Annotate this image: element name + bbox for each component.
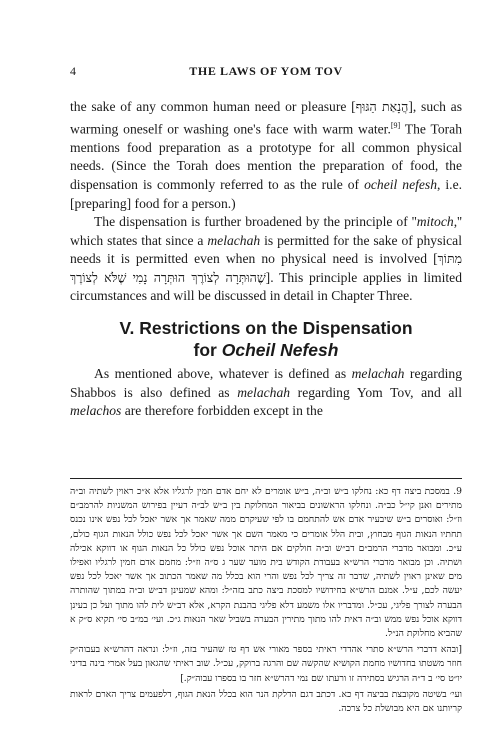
running-title: THE LAWS OF YOM TOV bbox=[189, 64, 343, 78]
running-head bbox=[70, 64, 462, 82]
italic-term: mitoch bbox=[416, 214, 454, 230]
italic-term: melachah bbox=[237, 384, 291, 400]
page-number: 4 bbox=[70, 64, 76, 78]
section-heading-line-1: V. Restrictions on the Dispensation bbox=[119, 318, 413, 339]
paragraph-text: regarding Yom Tov, and all bbox=[290, 384, 462, 400]
italic-term: melachah bbox=[351, 366, 405, 382]
footnotes bbox=[70, 485, 462, 716]
section-heading-line-2 bbox=[70, 339, 462, 361]
paragraph-text: The Torah mentions food preparation as a prototype for all common physical needs. (Since the Torah does mention the preparation of food, the dispensation is commonly referred to as the rule of bbox=[70, 121, 462, 192]
section-heading bbox=[70, 317, 462, 361]
main-text bbox=[70, 98, 462, 421]
paragraph-text: The dispensation is further broadened by the principle of '' bbox=[94, 214, 417, 230]
hebrew-phrase: הֲנָאַת הַגּוּף bbox=[355, 99, 409, 114]
hebrew-phrase: מִתּוֹךְ שֶׁהוּתְּרָה לְצוֹרֶךְ הוּתְּרָה נָמִי שֶׁלֹּא לְצוֹרֶךְ bbox=[70, 251, 462, 285]
footnote-bracketed-note: [ובהא דדברי הרש״א סתרי אהדדי ראיתי בספר מאורי אש דף טז שהעיר בזה, וז״ל: ונראה דהרש״א בעבוה״ק חוזר משטתו בחדושיו מחמת הקושיא שהקשה שם והרגה ברוקק, עכ״ל. שוב ראיתי שהגאון בעל אמרי בינה בדיני יו״ט סי׳ ב ד״ה הרגיש בסתירה זו ורעתו שם נמי דהרש״א חזר בו בספרו עבוה״ק.] bbox=[70, 644, 462, 684]
italic-term: melachah bbox=[207, 232, 261, 248]
paragraph-1 bbox=[70, 98, 462, 213]
italic-term: melachos bbox=[70, 403, 122, 419]
paragraph-text: , i.e. [preparing] food for a person.) bbox=[70, 176, 462, 211]
footnote-additional-note: ועי׳ בשיטה מקובצת בביצה דף כא. דכתב דגם הדלקת הנר הוא בכלל הנאת הגוף, דלפעמים צריך הארם לראות קריותנו אם היא מבושלת כל צרכה. bbox=[70, 688, 462, 715]
paragraph-text: As mentioned above, whatever is defined as bbox=[94, 366, 352, 382]
paragraph-3 bbox=[70, 365, 462, 421]
footnote-divider bbox=[70, 478, 462, 479]
heading-italic: Ocheil Nefesh bbox=[221, 340, 339, 361]
italic-term: ocheil nefesh bbox=[364, 176, 437, 192]
footnote-9: 9. במסכת ביצה דף כא: נחלקו ב״ש וב״ה, ב״ש אומרים לא יחם אדם חמין לרגליו אלא א״כ ראוין לשתיה וב״ה מתירים ואנן קי״ל כב״ה. ונחלקו הראשונים בביאור המחלוקת בין ב״ש לב״ה דעיין בפירוש המשניות להרמב״ם וז״ל: ואוסרים ב״ש שיבעיר אדם אש להתחמם בו לפי שעיקרם ממה שאמר אך אשר יאכל לכל נפש אינו נכנס תחתיו הנאות הגוף מבחוץ, ובית הלל אומרים כי מאמר השם אך אשר יאכל לכל נפש כולל הנאות הגוף כולם, ע״כ. ומבואר מדברי הרמב״ם דב״ש וב״ה חולקים אם היתר אוכל נפש כולל כל הנאות הגוף או דווקא אכילה ושתיה. וכן מבואר מדברי הרש״א בעבודת הקודש בית מועד שער ג ס״ה וז״ל: מחמם אדם חמין לרגליו ואפילו מים שאינן ראוין לשתיה, שדבר זה צריך לכל נפש והרי הוא בכלל מה שאמר הכתוב אך אשר יאכל לכל נפש יעשה לכם, ע״ל. אמנם הרש״א בחידושיו למסכת ביצה כתב בזה״ל: ומהא שמעינן דב״ש וב״ה במתוך שהותרה הבערה לצורך פליגי, עכ״ל. ומדבריו אלו משמע דלא פליגי בהבנת הקרא, אלא דב״ש לית להו מתוך ועל כן בעינן דווקא אוכל נפש ממש וב״ה דאית להו מתוך מתירין הבערה בשביל שאר הנאות ג״כ. ועי׳ במ״ב סי׳ תקיא ס״ק א שהביא מחלוקת הנ״ל. bbox=[70, 486, 462, 640]
footnote-ref-9: [9] bbox=[390, 120, 401, 130]
paragraph-text: ], such as warming oneself or washing one's face with warm water. bbox=[70, 99, 463, 137]
paragraph-text: ,'' which states that since a bbox=[70, 214, 462, 248]
paragraph-text: regarding Shabbos is also defined as bbox=[70, 366, 463, 400]
paragraph-text: are therefore forbidden except in the bbox=[121, 403, 323, 419]
paragraph-text: the sake of any common human need or pleasure [ bbox=[70, 99, 356, 114]
paragraph-text: is permitted for the sake of physical needs it is permitted even when no physical need is involved [ bbox=[70, 232, 462, 267]
paragraph-text: ]. This principle applies in limited circumstances and will be discussed in detail in Chapter Three. bbox=[70, 269, 462, 304]
paragraph-2 bbox=[70, 213, 462, 306]
heading-text: for bbox=[193, 340, 222, 361]
